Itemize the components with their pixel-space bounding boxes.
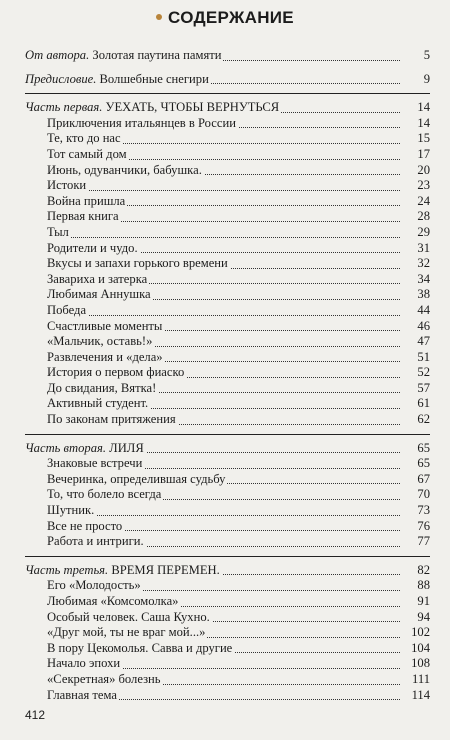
entry-label [25, 72, 211, 86]
dot-leader [47, 190, 400, 191]
entry-title: В пору Цекомолья. Савва и другие [47, 640, 233, 655]
toc-entry [25, 503, 430, 519]
entry-label [47, 672, 163, 686]
entry-page-number: 34 [402, 272, 430, 288]
toc-entry [25, 578, 430, 594]
toc-entry [25, 641, 430, 657]
entry-page-number: 88 [402, 578, 430, 594]
entry-title: Главная тема [47, 687, 117, 702]
entry-page-number: 77 [402, 534, 430, 550]
entry-page-number: 104 [402, 641, 430, 657]
entry-page-number: 73 [402, 503, 430, 519]
entry-label [47, 319, 164, 333]
entry-page-number: 9 [402, 72, 430, 88]
dot-leader [47, 315, 400, 316]
entry-title: «Друг мой, ты не враг мой...» [47, 625, 206, 640]
toc-entry [25, 163, 430, 179]
entry-page-number: 52 [402, 365, 430, 381]
entry-title: До свидания, Вятка! [47, 380, 157, 395]
toc-entry [25, 365, 430, 381]
entry-page-number: 32 [402, 256, 430, 272]
entry-label [47, 116, 238, 130]
entry-label [47, 456, 144, 470]
entry-title: То, что болело всегда [47, 487, 162, 502]
entry-label [47, 534, 146, 548]
entry-title: Тыл [47, 224, 69, 239]
toc-entry [25, 241, 430, 257]
entry-label [47, 688, 119, 702]
entry-prefix: От автора. [25, 48, 90, 62]
entry-label [47, 656, 122, 670]
dot-leader [47, 515, 400, 516]
entry-title: Работа и интриги. [47, 534, 144, 549]
entry-title: ВРЕМЯ ПЕРЕМЕН. [108, 562, 220, 577]
entry-page-number: 57 [402, 381, 430, 397]
entry-label [47, 194, 127, 208]
entry-page-number: 20 [402, 163, 430, 179]
entry-page-number: 70 [402, 487, 430, 503]
entry-page-number: 38 [402, 287, 430, 303]
entry-page-number: 47 [402, 334, 430, 350]
entry-page-number: 31 [402, 241, 430, 257]
page-number: 412 [25, 708, 46, 722]
entry-title: Вкусы и запахи горького времени [47, 256, 228, 271]
toc-entry [25, 487, 430, 503]
entry-page-number: 14 [402, 100, 430, 116]
entry-title: Победа [47, 302, 87, 317]
entry-title: ЛИЛЯ [106, 440, 144, 455]
entry-title: Активный студент. [47, 396, 149, 411]
toc-entry [25, 396, 430, 412]
entry-label [47, 487, 163, 501]
toc-entry [25, 256, 430, 272]
toc-entry [25, 116, 430, 132]
toc-entry [25, 178, 430, 194]
toc-entry [25, 287, 430, 303]
entry-page-number: 114 [402, 688, 430, 704]
toc-entry [25, 412, 430, 428]
entry-label [47, 350, 165, 364]
entry-title: Шутник. [47, 503, 95, 518]
toc-heading-text: СОДЕРЖАНИЕ [168, 8, 294, 27]
toc-entry [25, 610, 430, 626]
toc-entry [25, 534, 430, 550]
entry-label [47, 381, 158, 395]
entry-title: Истоки [47, 178, 87, 193]
toc-entry [25, 147, 430, 163]
entry-title: Первая книга [47, 209, 119, 224]
toc-entry [25, 656, 430, 672]
entry-label [47, 303, 88, 317]
entry-label [47, 578, 143, 592]
entry-label [47, 287, 153, 301]
entry-label [25, 48, 223, 62]
entry-label [47, 163, 204, 177]
entry-label [47, 610, 212, 624]
entry-title: Знаковые встречи [47, 456, 143, 471]
entry-title: УЕХАТЬ, ЧТОБЫ ВЕРНУТЬСЯ [102, 100, 280, 115]
toc-entry [25, 688, 430, 704]
toc-entry [25, 456, 430, 472]
entry-title: Развлечения и «дела» [47, 349, 163, 364]
entry-label [47, 412, 178, 426]
toc-section-entry [25, 441, 430, 457]
entry-title: Любимая «Комсомолка» [47, 594, 179, 608]
toc-section-entry [25, 48, 430, 64]
entry-title: Тот самый дом [47, 146, 127, 161]
entry-title: Те, кто до нас [47, 131, 121, 146]
entry-title: Счастливые моменты [47, 318, 163, 333]
toc-entry [25, 272, 430, 288]
entry-label [47, 272, 149, 286]
entry-page-number: 17 [402, 147, 430, 163]
entry-page-number: 14 [402, 116, 430, 132]
entry-label [25, 563, 222, 577]
toc-entry [25, 209, 430, 225]
table-of-contents [25, 48, 430, 703]
entry-page-number: 111 [402, 672, 430, 688]
entry-page-number: 102 [402, 625, 430, 641]
toc-entry [25, 350, 430, 366]
entry-label [25, 441, 146, 455]
entry-title: Приключения итальянцев в России [47, 115, 236, 130]
toc-entry [25, 131, 430, 147]
entry-title: Его «Молодость» [47, 578, 141, 593]
entry-title: Особый человек. Саша Кухно. [47, 609, 210, 624]
entry-page-number: 67 [402, 472, 430, 488]
entry-page-number: 65 [402, 456, 430, 472]
entry-page-number: 76 [402, 519, 430, 535]
entry-title: Все не просто [47, 518, 123, 533]
entry-title: Вечеринка, определившая судьбу [47, 471, 226, 486]
entry-title: Война пришла [47, 193, 126, 208]
bullet-ornament [156, 14, 162, 20]
entry-label [47, 625, 207, 639]
toc-entry [25, 519, 430, 535]
entry-label [25, 100, 281, 114]
toc-entry [25, 319, 430, 335]
entry-label [47, 241, 140, 255]
toc-entry [25, 381, 430, 397]
entry-page-number: 62 [402, 412, 430, 428]
entry-page-number: 51 [402, 350, 430, 366]
entry-prefix: Часть первая. [25, 100, 103, 115]
entry-label [47, 147, 129, 161]
toc-section-entry [25, 563, 430, 579]
entry-page-number: 61 [402, 396, 430, 412]
toc-entry [25, 334, 430, 350]
section-divider [25, 93, 430, 94]
entry-label [47, 472, 227, 486]
entry-page-number: 24 [402, 194, 430, 210]
entry-label [47, 131, 123, 145]
entry-label [47, 334, 154, 348]
entry-prefix: Предисловие. [25, 71, 97, 86]
entry-label [47, 178, 88, 192]
entry-label [47, 225, 71, 239]
entry-title: По законам притяжения [47, 412, 176, 427]
entry-label [47, 256, 230, 270]
toc-entry [25, 672, 430, 688]
entry-page-number: 108 [402, 656, 430, 672]
entry-title: Июнь, одуванчики, бабушка. [47, 162, 202, 177]
entry-page-number: 65 [402, 441, 430, 457]
entry-title: Начало эпохи [47, 656, 121, 671]
entry-label [47, 365, 186, 379]
entry-page-number: 46 [402, 319, 430, 335]
toc-entry [25, 472, 430, 488]
entry-label [47, 641, 234, 655]
toc-section-entry [25, 100, 430, 116]
toc-section-entry [25, 72, 430, 88]
entry-label [47, 519, 124, 533]
entry-page-number: 28 [402, 209, 430, 225]
entry-title: Родители и чудо. [47, 240, 138, 255]
spacer [25, 64, 430, 72]
entry-page-number: 15 [402, 131, 430, 147]
entry-label [47, 396, 150, 410]
entry-title: Волшебные снегири [96, 71, 209, 86]
entry-title: Любимая Аннушка [47, 287, 151, 302]
entry-label [47, 594, 180, 608]
entry-page-number: 94 [402, 610, 430, 626]
dot-leader [47, 237, 400, 238]
entry-page-number: 44 [402, 303, 430, 319]
entry-page-number: 23 [402, 178, 430, 194]
entry-title: Золотая паутина памяти [89, 48, 222, 62]
entry-page-number: 82 [402, 563, 430, 579]
entry-page-number: 91 [402, 594, 430, 610]
toc-entry [25, 625, 430, 641]
entry-page-number: 5 [402, 48, 430, 64]
entry-prefix: Часть третья. [25, 562, 109, 577]
section-divider [25, 434, 430, 435]
entry-title: История о первом фиаско [47, 365, 185, 380]
entry-label [47, 503, 96, 517]
entry-title: Завариха и затерка [47, 271, 148, 286]
section-divider [25, 556, 430, 557]
toc-entry [25, 594, 430, 610]
entry-prefix: Часть вторая. [25, 440, 106, 455]
toc-entry [25, 194, 430, 210]
entry-title: «Мальчик, оставь!» [47, 334, 153, 349]
toc-entry [25, 303, 430, 319]
entry-title: «Секретная» болезнь [47, 671, 161, 686]
toc-heading [0, 8, 450, 28]
toc-entry [25, 225, 430, 241]
entry-label [47, 209, 121, 223]
entry-page-number: 29 [402, 225, 430, 241]
